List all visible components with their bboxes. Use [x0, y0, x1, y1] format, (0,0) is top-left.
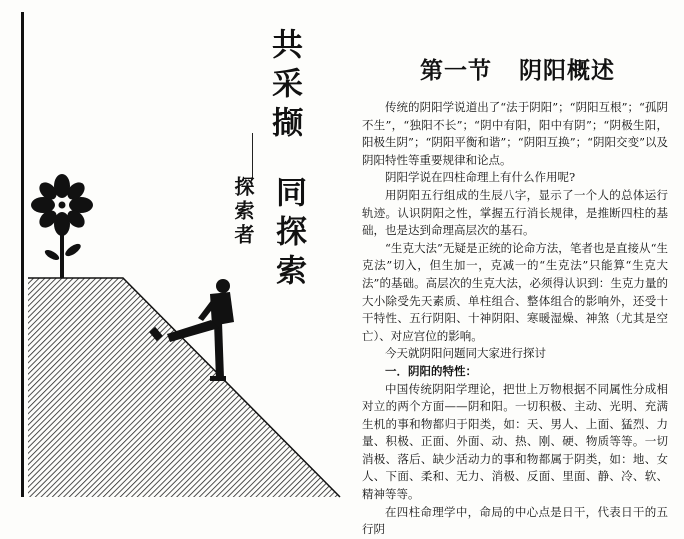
- vertical-title-small: 探索者: [231, 176, 255, 248]
- paragraph: 阴阳学说在四柱命理上有什么作用呢?: [385, 170, 576, 185]
- paragraph: “生克大法”无疑是正统的论命方法，笔者也是直接从“生克法”切入，但生加一，克减一的“生克法”只能算“生克大法”的基础。高层次的生克大法，必须得认识到：生克力量的大小除受先天素质、单柱组合、整体组合的影响外，还受十干特性、五行阴阳、十神阴阳、寒暖湿燥、神煞（尤其是空亡）、对应宫位的影响。: [362, 240, 668, 343]
- section-heading: 第一节 阴阳概述: [420, 58, 616, 84]
- paragraph: 今天就阴阳问题同大家进行探讨: [385, 346, 546, 361]
- hatched-slope: [28, 278, 340, 497]
- flower-icon: [31, 174, 93, 278]
- title-dash-divider: [252, 133, 253, 178]
- vertical-title-main: 共采撷: [266, 28, 302, 145]
- paragraph: 用阴阳五行组成的生辰八字，显示了一个人的总体运行轨迹。认识阴阳之性，掌握五行消长规律，是推断四柱的基础，也是达到命理高层次的基石。: [362, 187, 668, 238]
- subheading: 一．阴阳的特性：: [385, 363, 477, 378]
- paragraph: 中国传统阴阳学理论，把世上万物根据不同属性分成相对立的两个方面——阴和阳。一切积极、主动、光明、充满生机的事和物都归于阳类，如：天、男人、上面、猛烈、力量、积极、正面、外面、动、热、刚、硬、物质等等。一切消极、落后、缺少活动力的事和物都属于阴类，如：地、女人、下面、柔和、无力、消极、反面、里面、静、冷、软、精神等等。: [362, 381, 668, 502]
- vertical-rule: [21, 12, 24, 497]
- paragraph: 传统的阴阳学说道出了“法于阴阳”；“阴阳互根”；“孤阴不生”，“独阳不长”；“阴中有阳，阳中有阴”；“阴极生阳，阳极生阴”；“阴阳平衡和谐”；“阴阳互换”；“阴阳交变”以及阴阳特性等重要规律和论点。: [362, 100, 668, 167]
- vertical-title-sub: 同探索: [270, 176, 306, 293]
- paragraph: 在四柱命理学中，命局的中心点是日干，代表日干的五行阴: [362, 504, 668, 537]
- body-text: [362, 99, 668, 539]
